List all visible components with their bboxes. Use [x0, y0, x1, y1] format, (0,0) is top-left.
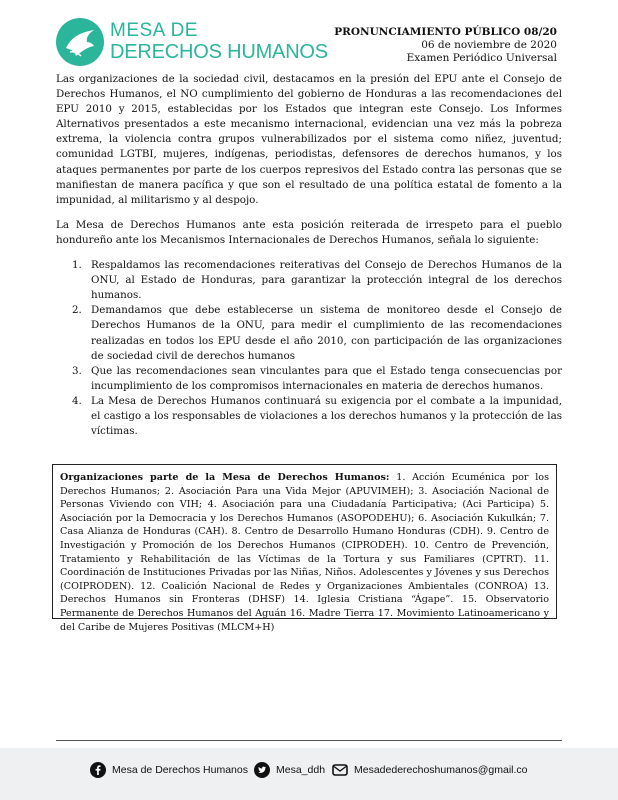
facebook-label: Mesa de Derechos Humanos	[112, 764, 248, 776]
body-text	[56, 72, 562, 439]
list-number: 4.	[72, 394, 82, 407]
paragraph-2: La Mesa de Derechos Humanos ante esta posición reiterada de irrespeto para el pueblo hondureño ante los Mecanismos Internacionales de Derechos Humanos, señala lo siguiente:	[56, 218, 562, 246]
dove-icon	[56, 18, 104, 66]
organizations-box	[52, 464, 557, 633]
facebook-icon	[90, 762, 106, 778]
list-text: Que las recomendaciones sean vinculantes para que el Estado tenga consecuencias por incumplimiento de los compromisos internacionales en materia de derechos humanos.	[91, 364, 562, 392]
list-text: La Mesa de Derechos Humanos continuará su exigencia por el combate a la impunidad, el castigo a los responsables de violaciones a los derechos humanos y la protección de las víctimas.	[91, 394, 562, 438]
list-item	[56, 364, 562, 394]
logo-line-1: MESA DE	[110, 20, 198, 41]
twitter-label: Mesa_ddh	[276, 764, 326, 776]
twitter-icon	[254, 762, 270, 778]
list-text: Demandamos que debe establecerse un sistema de monitoreo desde el Consejo de Derechos Humanos de la ONU, para medir el cumplimiento de las recomendaciones realizadas en todos los EPU desde el año 2010, con participación de las organizaciones de sociedad civil de derechos humanos	[91, 304, 562, 362]
paragraph-1: Las organizaciones de la sociedad civil, destacamos en la presión del EPU ante el Consejo de Derechos Humanos, el NO cumplimiento del gobierno de Honduras a las recomendaciones del EPU 2010 y 2015, establecidas por los Estados que integran este Consejo. Los Informes Alternativos presentados a este mecanismo internacional, evidencian una vez más la pobreza extrema, la violencia contra grupos vulnerabilizados por el sistema como niñez, juventud; comunidad LGTBI, mujeres, indígenas, periodistas, defensores de derechos humanos, y los ataques permanentes por parte de los cuerpos represivos del Estado contra las personas que se manifiestan de manera pacífica y que son el resultado de una política estatal de fomento a la impunidad, al militarismo y al despojo.	[56, 73, 562, 206]
footer-email[interactable]	[332, 762, 528, 778]
logo	[56, 18, 328, 68]
logo-line-2: DERECHOS HUMANOS	[110, 41, 328, 63]
document-date: 06 de noviembre de 2020	[421, 39, 557, 51]
list-item	[56, 258, 562, 303]
header-block	[334, 26, 557, 65]
footer-twitter[interactable]	[254, 762, 325, 778]
document-title: PRONUNCIAMIENTO PÚBLICO 08/20	[334, 26, 557, 38]
recommendations-list	[56, 258, 562, 439]
footer-facebook[interactable]	[90, 762, 248, 778]
list-number: 1.	[72, 259, 82, 272]
footer-divider	[56, 740, 562, 741]
email-label: Mesadederechoshumanos@gmail.co	[354, 764, 528, 776]
document-subtitle: Examen Periódico Universal	[406, 52, 557, 64]
list-number: 3.	[72, 364, 82, 377]
list-item	[56, 303, 562, 363]
email-icon	[332, 762, 348, 778]
organizations-list: 1. Acción Ecuménica por los Derechos Humanos; 2. Asociación Para una Vida Mejor (APUVIMEH); 3. Asociación Nacional de Personas Viviendo con VIH; 4. Asociación para una Ciudadanía Participativa; (Aci Participa) 5. Asociación por la Democracia y los Derechos Humanos (ASOPODEHU); 6. Asociación Kukulkán; 7. Casa Alianza de Honduras (CAH). 8. Centro de Desarrollo Humano Honduras (CDH). 9. Centro de Investigación y Promoción de los Derechos Humanos (CIPRODEH). 10. Centro de Prevención, Tratamiento y Rehabilitación de las Víctimas de la Tortura y sus Familiares (CPTRT). 11. Coordinación de Instituciones Privadas por las Niñas, Niños. Adolescentes y Jóvenes y sus Derechos (COIPRODEN). 12. Coalición Nacional de Redes y Organizaciones Ambientales (CONROA) 13. Derechos Humanos sin Fronteras (DHSF) 14. Iglesia Cristiana “Ágape”. 15. Observatorio Permanente de Derechos Humanos del Aguán 16. Madre Tierra 17. Movimiento Latinoamericano y del Caribe de Mujeres Positivas (MLCM+H)	[60, 472, 549, 633]
list-item	[56, 394, 562, 439]
organizations-heading: Organizaciones parte de la Mesa de Derechos Humanos:	[60, 472, 390, 483]
list-text: Respaldamos las recomendaciones reiterativas del Consejo de Derechos Humanos de la ONU, al Estado de Honduras, para garantizar la protección integral de los derechos humanos.	[91, 259, 562, 302]
list-number: 2.	[72, 304, 82, 317]
